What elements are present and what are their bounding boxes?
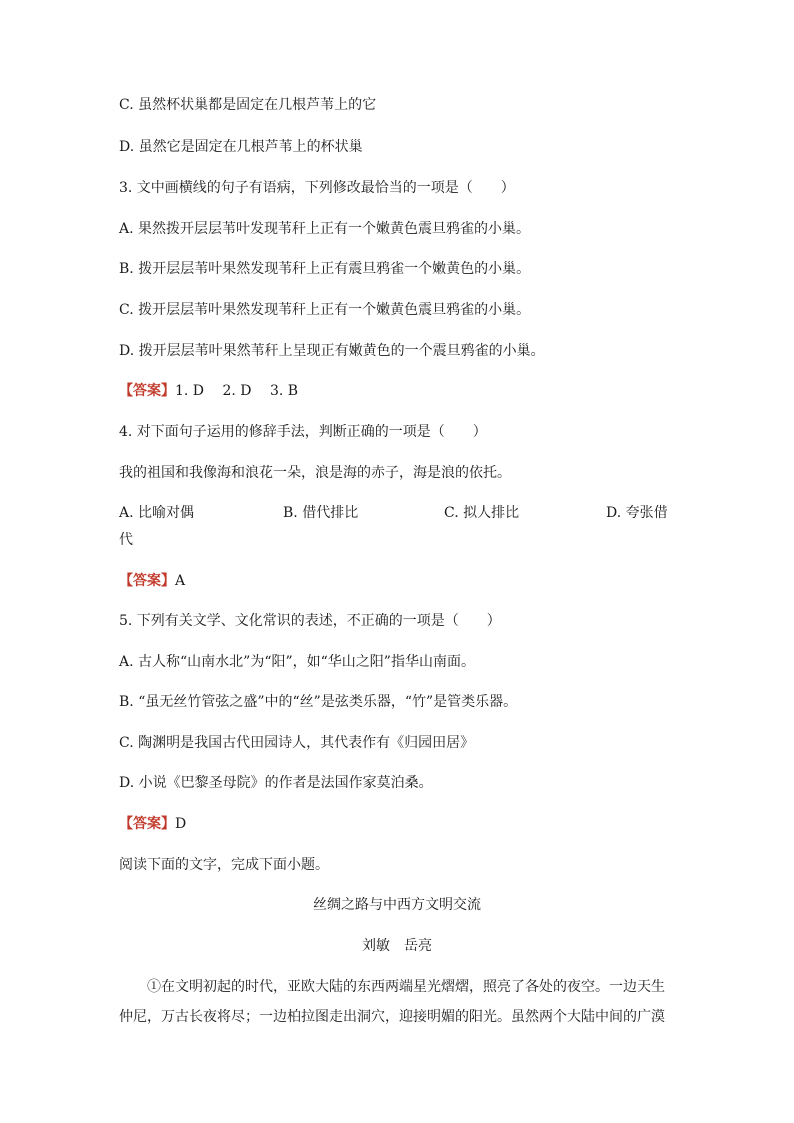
question-2-option-d: D. 虽然它是固定在几根芦苇上的杯状巢 — [119, 139, 363, 155]
question-3-option-c: C. 拨开层层苇叶果然发现苇秆上正有一个嫩黄色震旦鸦雀的小巢。 — [119, 302, 531, 318]
answer-text: 1. D 2. D 3. B — [175, 383, 299, 399]
question-5-option-b: B. “虽无丝竹管弦之盛”中的“丝”是弦类乐器，“竹”是管类乐器。 — [119, 694, 518, 710]
answer-text: D — [175, 816, 187, 832]
article-paragraph-1-line-1: ①在文明初起的时代，亚欧大陆的东西两端星光熠熠，照亮了各处的夜空。一边天生 — [147, 979, 665, 995]
question-3-option-d: D. 拨开层层苇叶果然苇秆上呈现正有嫩黄色的一个震旦鸦雀的小巢。 — [119, 343, 545, 359]
article-authors: 刘敏 岳亮 — [362, 938, 432, 954]
question-3-option-b: B. 拨开层层苇叶果然发现苇秆上正有震旦鸦雀一个嫩黄色的小巢。 — [119, 261, 531, 277]
question-3-stem: 3. 文中画横线的句子有语病，下列修改最恰当的一项是（ ） — [119, 180, 515, 196]
question-5-stem: 5. 下列有关文学、文化常识的表述，不正确的一项是（ ） — [119, 613, 501, 629]
answer-block-3 — [119, 814, 186, 834]
question-5-option-c: C. 陶渊明是我国古代田园诗人，其代表作有《归园田居》 — [119, 735, 475, 751]
question-4-option-c: C. 拟人排比 — [444, 505, 520, 521]
answer-label: 【答案】 — [119, 383, 175, 399]
article-title: 丝绸之路与中西方文明交流 — [313, 897, 481, 913]
question-4-stem: 4. 对下面句子运用的修辞手法，判断正确的一项是（ ） — [119, 424, 487, 440]
answer-block-2 — [119, 571, 185, 591]
question-5-option-d: D. 小说《巴黎圣母院》的作者是法国作家莫泊桑。 — [119, 775, 433, 791]
question-4-option-b: B. 借代排比 — [283, 505, 359, 521]
answer-block-1 — [119, 381, 298, 401]
question-2-option-c: C. 虽然杯状巢都是固定在几根芦苇上的它 — [119, 97, 377, 113]
reading-instruction: 阅读下面的文字，完成下面小题。 — [119, 857, 329, 873]
question-4-option-a: A. 比喻对偶 — [119, 505, 195, 521]
question-3-option-a: A. 果然拨开层层苇叶发现苇秆上正有一个嫩黄色震旦鸦雀的小巢。 — [119, 221, 531, 237]
answer-label: 【答案】 — [119, 573, 175, 589]
article-paragraph-1-line-2: 仲尼，万古长夜将尽；一边柏拉图走出洞穴，迎接明媚的阳光。虽然两个大陆中间的广漠 — [119, 1009, 665, 1025]
question-4-option-d: D. 夸张借 — [606, 505, 668, 521]
question-5-option-a: A. 古人称“山南水北”为“阳”，如“华山之阳”指华山南面。 — [119, 654, 475, 670]
answer-text: A — [175, 573, 186, 589]
question-4-option-d-continued: 代 — [119, 532, 133, 548]
question-4-sentence: 我的祖国和我像海和浪花一朵，浪是海的赤子，海是浪的依托。 — [119, 465, 511, 481]
answer-label: 【答案】 — [119, 816, 175, 832]
